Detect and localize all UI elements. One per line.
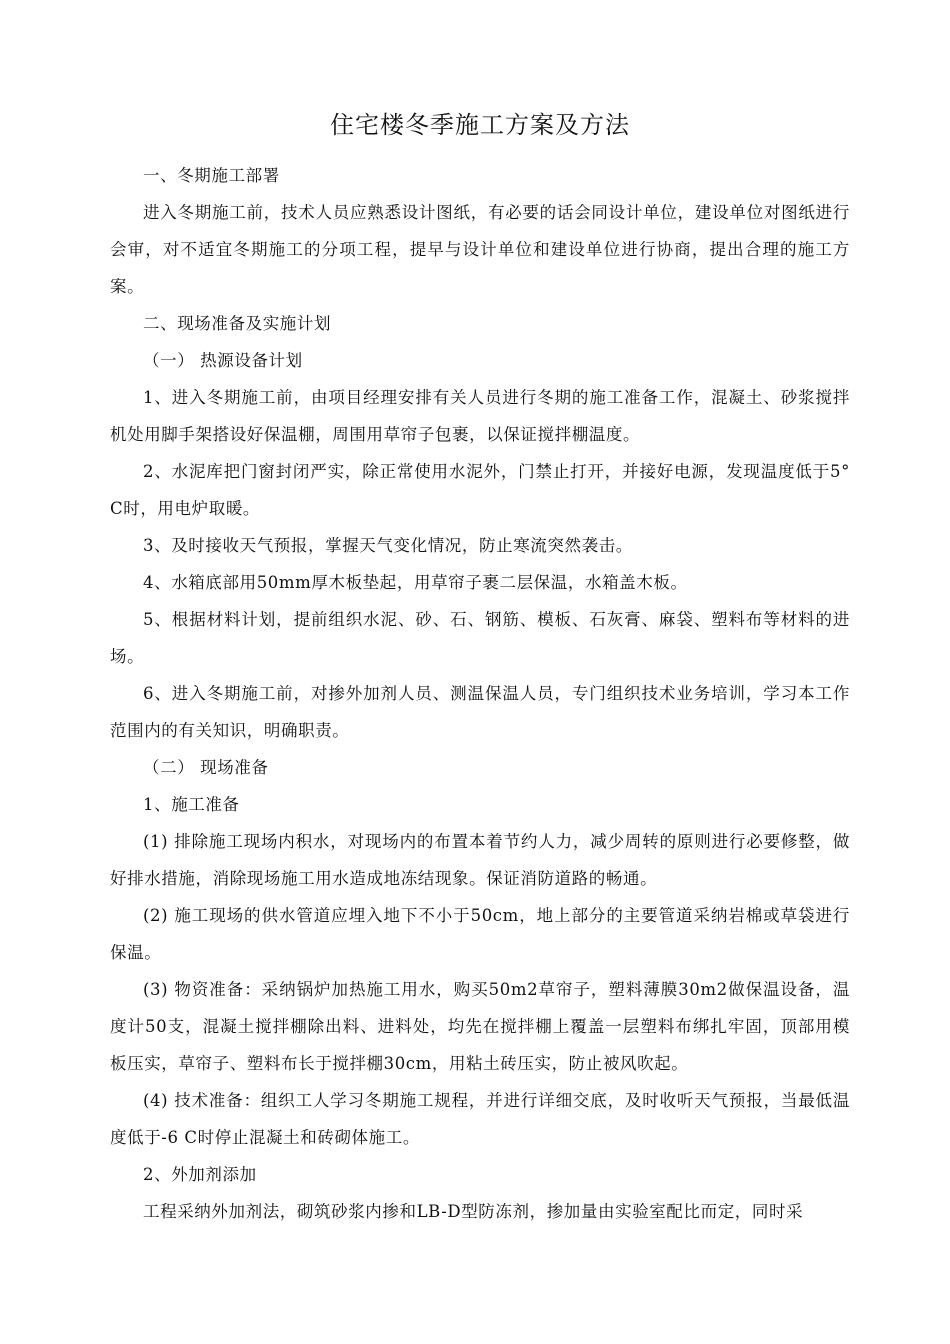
body-paragraph: 6、进入冬期施工前，对掺外加剂人员、测温保温人员，专门组织技术业务培训，学习本工作范围内的有关知识，明确职责。 (110, 684, 850, 740)
subsection-heading: （一） 热源设备计划 (143, 351, 303, 370)
body-paragraph: 2、水泥库把门窗封闭严实，除正常使用水泥外，门禁止打开，并接好电源，发现温度低于5° C时，用电炉取暖。 (110, 462, 850, 518)
item-heading: 1、施工准备 (143, 795, 240, 814)
body-paragraph: 1、进入冬期施工前，由项目经理安排有关人员进行冬期的施工准备工作，混凝土、砂浆搅拌机处用脚手架搭设好保温棚，周围用草帘子包裹，以保证搅拌棚温度。 (110, 388, 850, 444)
section-heading: 一、冬期施工部署 (143, 166, 280, 185)
item-heading: 2、外加剂添加 (143, 1165, 257, 1184)
body-paragraph: (2) 施工现场的供水管道应埋入地下不小于50cm，地上部分的主要管道采纳岩棉或草袋进行保温。 (110, 906, 850, 962)
body-paragraph: 4、水箱底部用50mm厚木板垫起，用草帘子裹二层保温，水箱盖木板。 (143, 573, 688, 592)
body-paragraph: (4) 技术准备：组织工人学习冬期施工规程，并进行详细交底，及时收听天气预报，当最低温度低于-6 C时停止混凝土和砖砌体施工。 (110, 1091, 850, 1147)
section-heading: 二、现场准备及实施计划 (143, 314, 332, 333)
body-paragraph: 5、根据材料计划，提前组织水泥、砂、石、钢筋、模板、石灰膏、麻袋、塑料布等材料的进场。 (110, 610, 850, 666)
body-paragraph: 工程采纳外加剂法，砌筑砂浆内掺和LB-D型防冻剂，掺加量由实验室配比而定，同时采 (143, 1202, 804, 1221)
body-paragraph: 进入冬期施工前，技术人员应熟悉设计图纸，有必要的话会同设计单位，建设单位对图纸进行会审，对不适宜冬期施工的分项工程，提早与设计单位和建设单位进行协商，提出合理的施工方案。 (110, 203, 850, 296)
subsection-heading: （二） 现场准备 (143, 758, 269, 777)
document-page (110, 108, 850, 1230)
document-title: 住宅楼冬季施工方案及方法 (330, 111, 630, 139)
body-paragraph: (1) 排除施工现场内积水，对现场内的布置本着节约人力，减少周转的原则进行必要修整，做好排水措施，消除现场施工用水造成地冻结现象。保证消防道路的畅通。 (110, 832, 850, 888)
body-paragraph: 3、及时接收天气预报，掌握天气变化情况，防止寒流突然袭击。 (143, 536, 633, 555)
body-paragraph: (3) 物资准备：采纳锅炉加热施工用水，购买50m2草帘子，塑料薄膜30m2做保温设备，温度计50支，混凝土搅拌棚除出料、进料处，均先在搅拌棚上覆盖一层塑料布绑扎牢固，顶部用模板压实，草帘子、塑料布长于搅拌棚30cm，用粘土砖压实，防止被风吹起。 (110, 980, 850, 1073)
